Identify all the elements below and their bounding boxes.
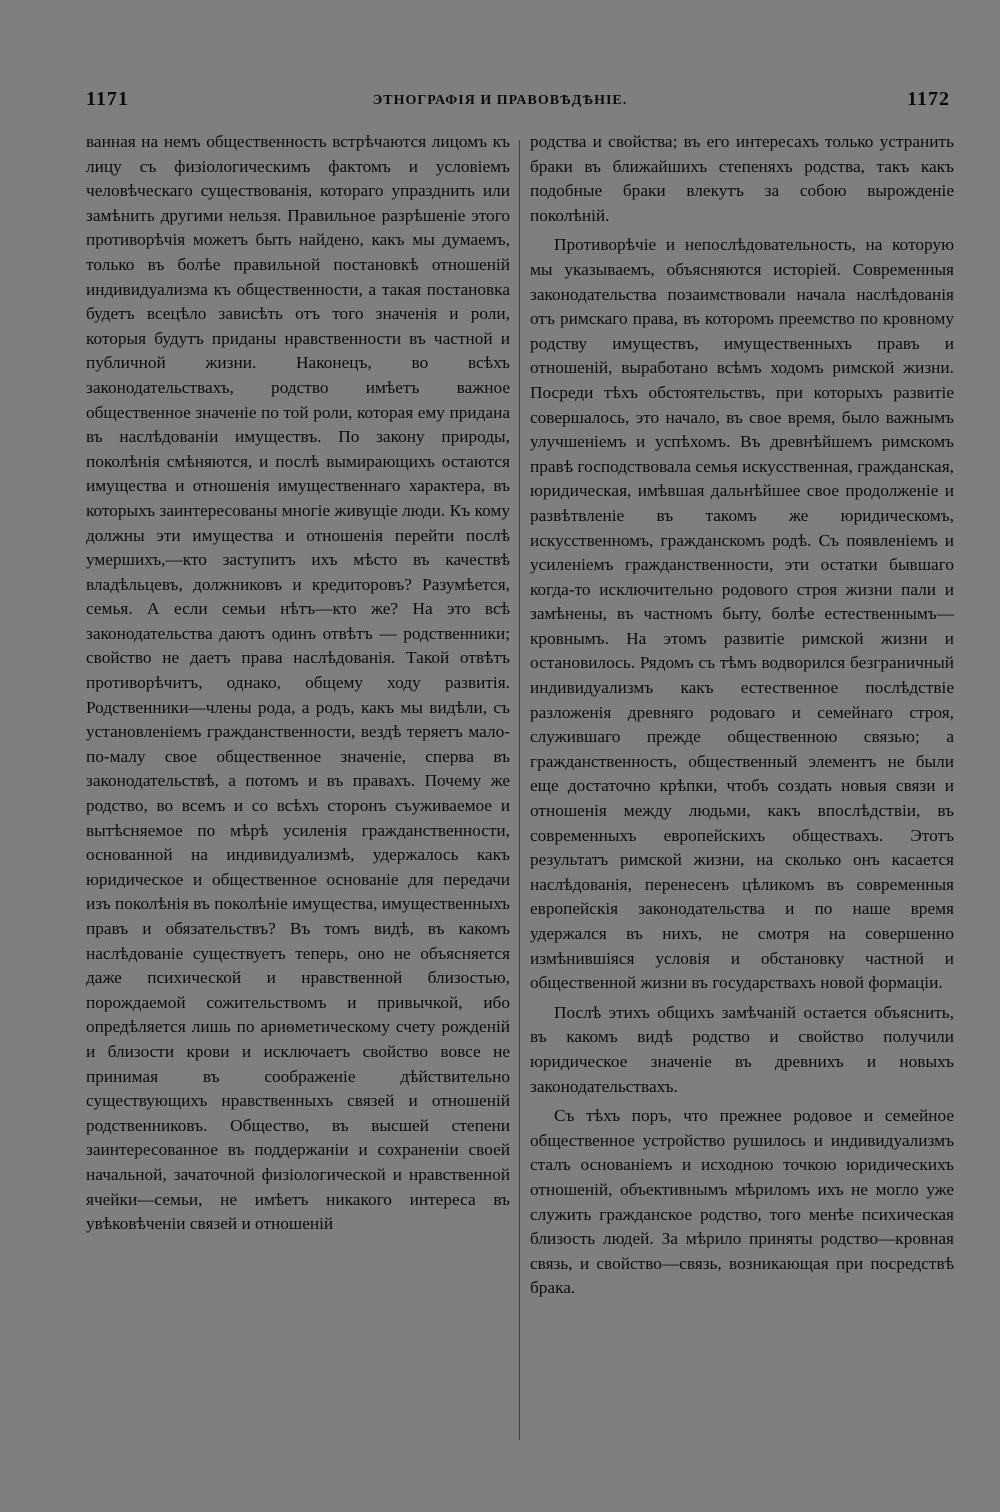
page-number-right: 1172 bbox=[907, 88, 950, 110]
column-divider bbox=[519, 140, 520, 1440]
right-column bbox=[530, 130, 954, 1460]
running-title: ЭТНОГРАФІЯ И ПРАВОВѢДѢНІЕ. bbox=[372, 93, 628, 108]
left-column bbox=[86, 130, 510, 1460]
left-paragraph-1: ванная на немъ общественность встрѣчаются лицомъ къ лицу съ физіологическимъ фактомъ и условіемъ человѣческаго существованія, котораго упразднить или замѣнить другими нельзя. Правильное разрѣшеніе этого противорѣчія можетъ быть найдено, какъ мы думаемъ, только въ болѣе правильной постановкѣ отношеній индивидуализма къ общественности, а такая постановка будетъ всецѣло зависѣть отъ того значенія и роли, которыя будутъ приданы нравственности въ частной и публичной жизни. Наконецъ, во всѣхъ законодательствахъ, родство имѣетъ важное общественное значеніе по той роли, которая ему придана въ наслѣдованіи имуществъ. По закону природы, поколѣнія смѣняются, и послѣ вымирающихъ остаются имущества и отношенія имущественнаго характера, въ которыхъ заинтересованы многіе живущіе люди. Къ кому должны эти имущества и отношенія перейти послѣ умершихъ,—кто заступитъ ихъ мѣсто въ качествѣ владѣльцевъ, должниковъ и кредиторовъ? Разумѣется, семья. А если семьи нѣтъ—кто же? На это всѣ законодательства даютъ одинъ отвѣтъ — родственники; свойство не даетъ права наслѣдованія. Такой отвѣтъ противорѣчитъ, однако, общему ходу развитія. Родственники—члены рода, а родъ, какъ мы видѣли, съ установленіемъ гражданственности, вездѣ теряетъ мало-по-малу свое общественное значеніе, сперва въ законодательствѣ, а потомъ и въ правахъ. Почему же родство, во всемъ и со всѣхъ сторонъ съуживаемое и вытѣсняемое по мѣрѣ усиленія гражданственности, основанной на индивидуализмѣ, удержалось какъ юридическое и общественное основаніе для передачи изъ поколѣнія въ поколѣніе имущества, имущественныхъ правъ и обязательствъ? Въ томъ видѣ, въ какомъ наслѣдованіе существуетъ теперь, оно не объясняется даже психической и нравственной близостью, порождаемой сожительствомъ и привычкой, ибо опредѣляется лишь по ариѳметическому счету рожденій и близости крови и исключаетъ свойство вовсе не принимая въ соображеніе дѣйствительно существующихъ нравственныхъ связей и отношеній родственниковъ. Общество, въ высшей степени заинтересованное въ поддержаніи и сохраненіи своей начальной, зачаточной физіологической и нравственной ячейки—семьи, не имѣетъ никакого интереса въ увѣковѣченіи связей и отношеній bbox=[86, 132, 510, 1234]
right-paragraph-2: Противорѣчіе и непослѣдовательность, на которую мы указываемъ, объясняются исторіей. Современныя законодательства позаимствовали начала наслѣдованія отъ римскаго права, въ которомъ преемство по кровному родству имуществъ, имущественныхъ правъ и отношеній, выработано всѣмъ ходомъ римской жизни. Посреди тѣхъ обстоятельствъ, при которыхъ развитіе совершалось, это начало, въ свое время, было важнымъ улучшеніемъ и успѣхомъ. Въ древнѣйшемъ римскомъ правѣ господствовала семья искусственная, гражданская, юридическая, имѣвшая дальнѣйшее свое продолженіе и развѣтвленіе въ такомъ же юридическомъ, искусственномъ, гражданскомъ родѣ. Съ появленіемъ и усиленіемъ гражданственности, эти остатки бывшаго когда-то исключительно родового строя жизни пали и замѣнены, въ частномъ быту, болѣе естественнымъ—кровнымъ. На этомъ развитіе римской жизни и остановилось. Рядомъ съ тѣмъ водворился безграничный индивидуализмъ какъ естественное послѣдствіе разложенія древняго родоваго и семейнаго строя, служившаго прежде общественною связью; а гражданственность, общественный элементъ не были еще достаточно крѣпки, чтобъ создать новыя связи и отношенія между людьми, какъ впослѣдствіи, въ современныхъ европейскихъ обществахъ. Этотъ результатъ римской жизни, на сколько онъ касается наслѣдованія, перенесенъ цѣликомъ въ современныя европейскія законодательства и по наше время удержался въ нихъ, не смотря на совершенно измѣнившіяся условія и обстановку частной и общественной жизни въ государствахъ новой формаціи. bbox=[530, 235, 954, 993]
right-paragraph-4: Съ тѣхъ поръ, что прежнее родовое и семейное общественное устройство рушилось и индивидуализмъ сталъ основаніемъ и исходною точкою юридическихъ отношеній, объективнымъ мѣриломъ ихъ не могло уже служить гражданское родство, того менѣе психическая близость людей. За мѣрило приняты родство—кровная связь, и свойство—связь, возникающая при посредствѣ брака. bbox=[530, 1106, 954, 1298]
page-number-left: 1171 bbox=[86, 88, 129, 110]
right-paragraph-3: Послѣ этихъ общихъ замѣчаній остается объяснить, въ какомъ видѣ родство и свойство получили юридическое значеніе въ древнихъ и новыхъ законодательствахъ. bbox=[530, 1002, 954, 1096]
right-paragraph-1: родства и свойства; въ его интересахъ только устранить браки въ ближайшихъ степеняхъ родства, такъ какъ подобные браки влекутъ за собою вырожденіе поколѣній. bbox=[530, 132, 954, 225]
